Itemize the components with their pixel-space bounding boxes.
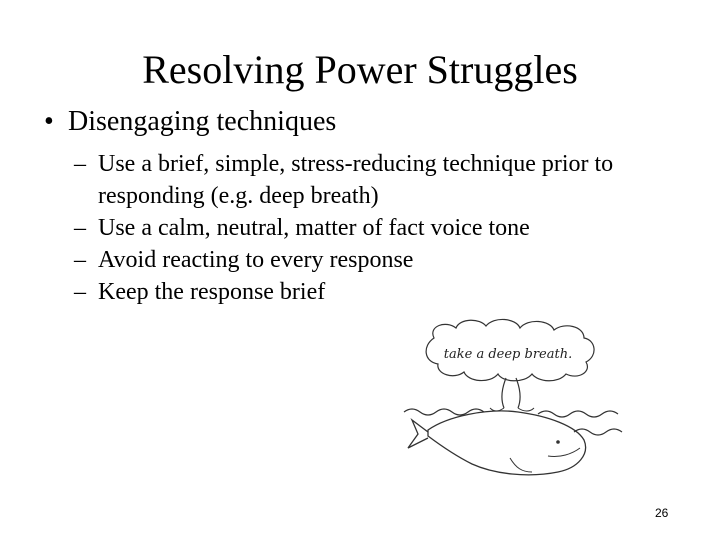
sub-bullet-text: Use a calm, neutral, matter of fact voice tone bbox=[98, 215, 530, 241]
sub-bullet-item bbox=[74, 212, 694, 244]
sub-bullet-item bbox=[74, 148, 694, 212]
dash-marker: – bbox=[74, 279, 86, 305]
cloud-caption: take a deep breath. bbox=[443, 347, 573, 362]
dash-marker: – bbox=[74, 215, 86, 241]
slide-title: Resolving Power Struggles bbox=[142, 47, 578, 92]
whale-tail bbox=[408, 420, 428, 448]
sub-bullet-text: Use a brief, simple, stress-reducing technique prior to responding (e.g. deep breath) bbox=[98, 151, 614, 209]
main-bullet-text: Disengaging techniques bbox=[68, 106, 337, 137]
sub-bullet-text: Keep the response brief bbox=[98, 279, 326, 305]
dash-marker: – bbox=[74, 151, 86, 177]
whale-body bbox=[428, 411, 586, 475]
sub-bullet-item bbox=[74, 244, 694, 276]
main-bullet bbox=[44, 104, 336, 140]
page-number: 26 bbox=[655, 506, 669, 520]
bullet-marker: • bbox=[44, 106, 54, 137]
whale-icon bbox=[398, 308, 638, 480]
sub-bullet-text: Avoid reacting to every response bbox=[98, 247, 414, 273]
dash-marker: – bbox=[74, 247, 86, 273]
sub-bullet-item bbox=[74, 276, 694, 308]
sub-bullet-list bbox=[74, 148, 694, 308]
